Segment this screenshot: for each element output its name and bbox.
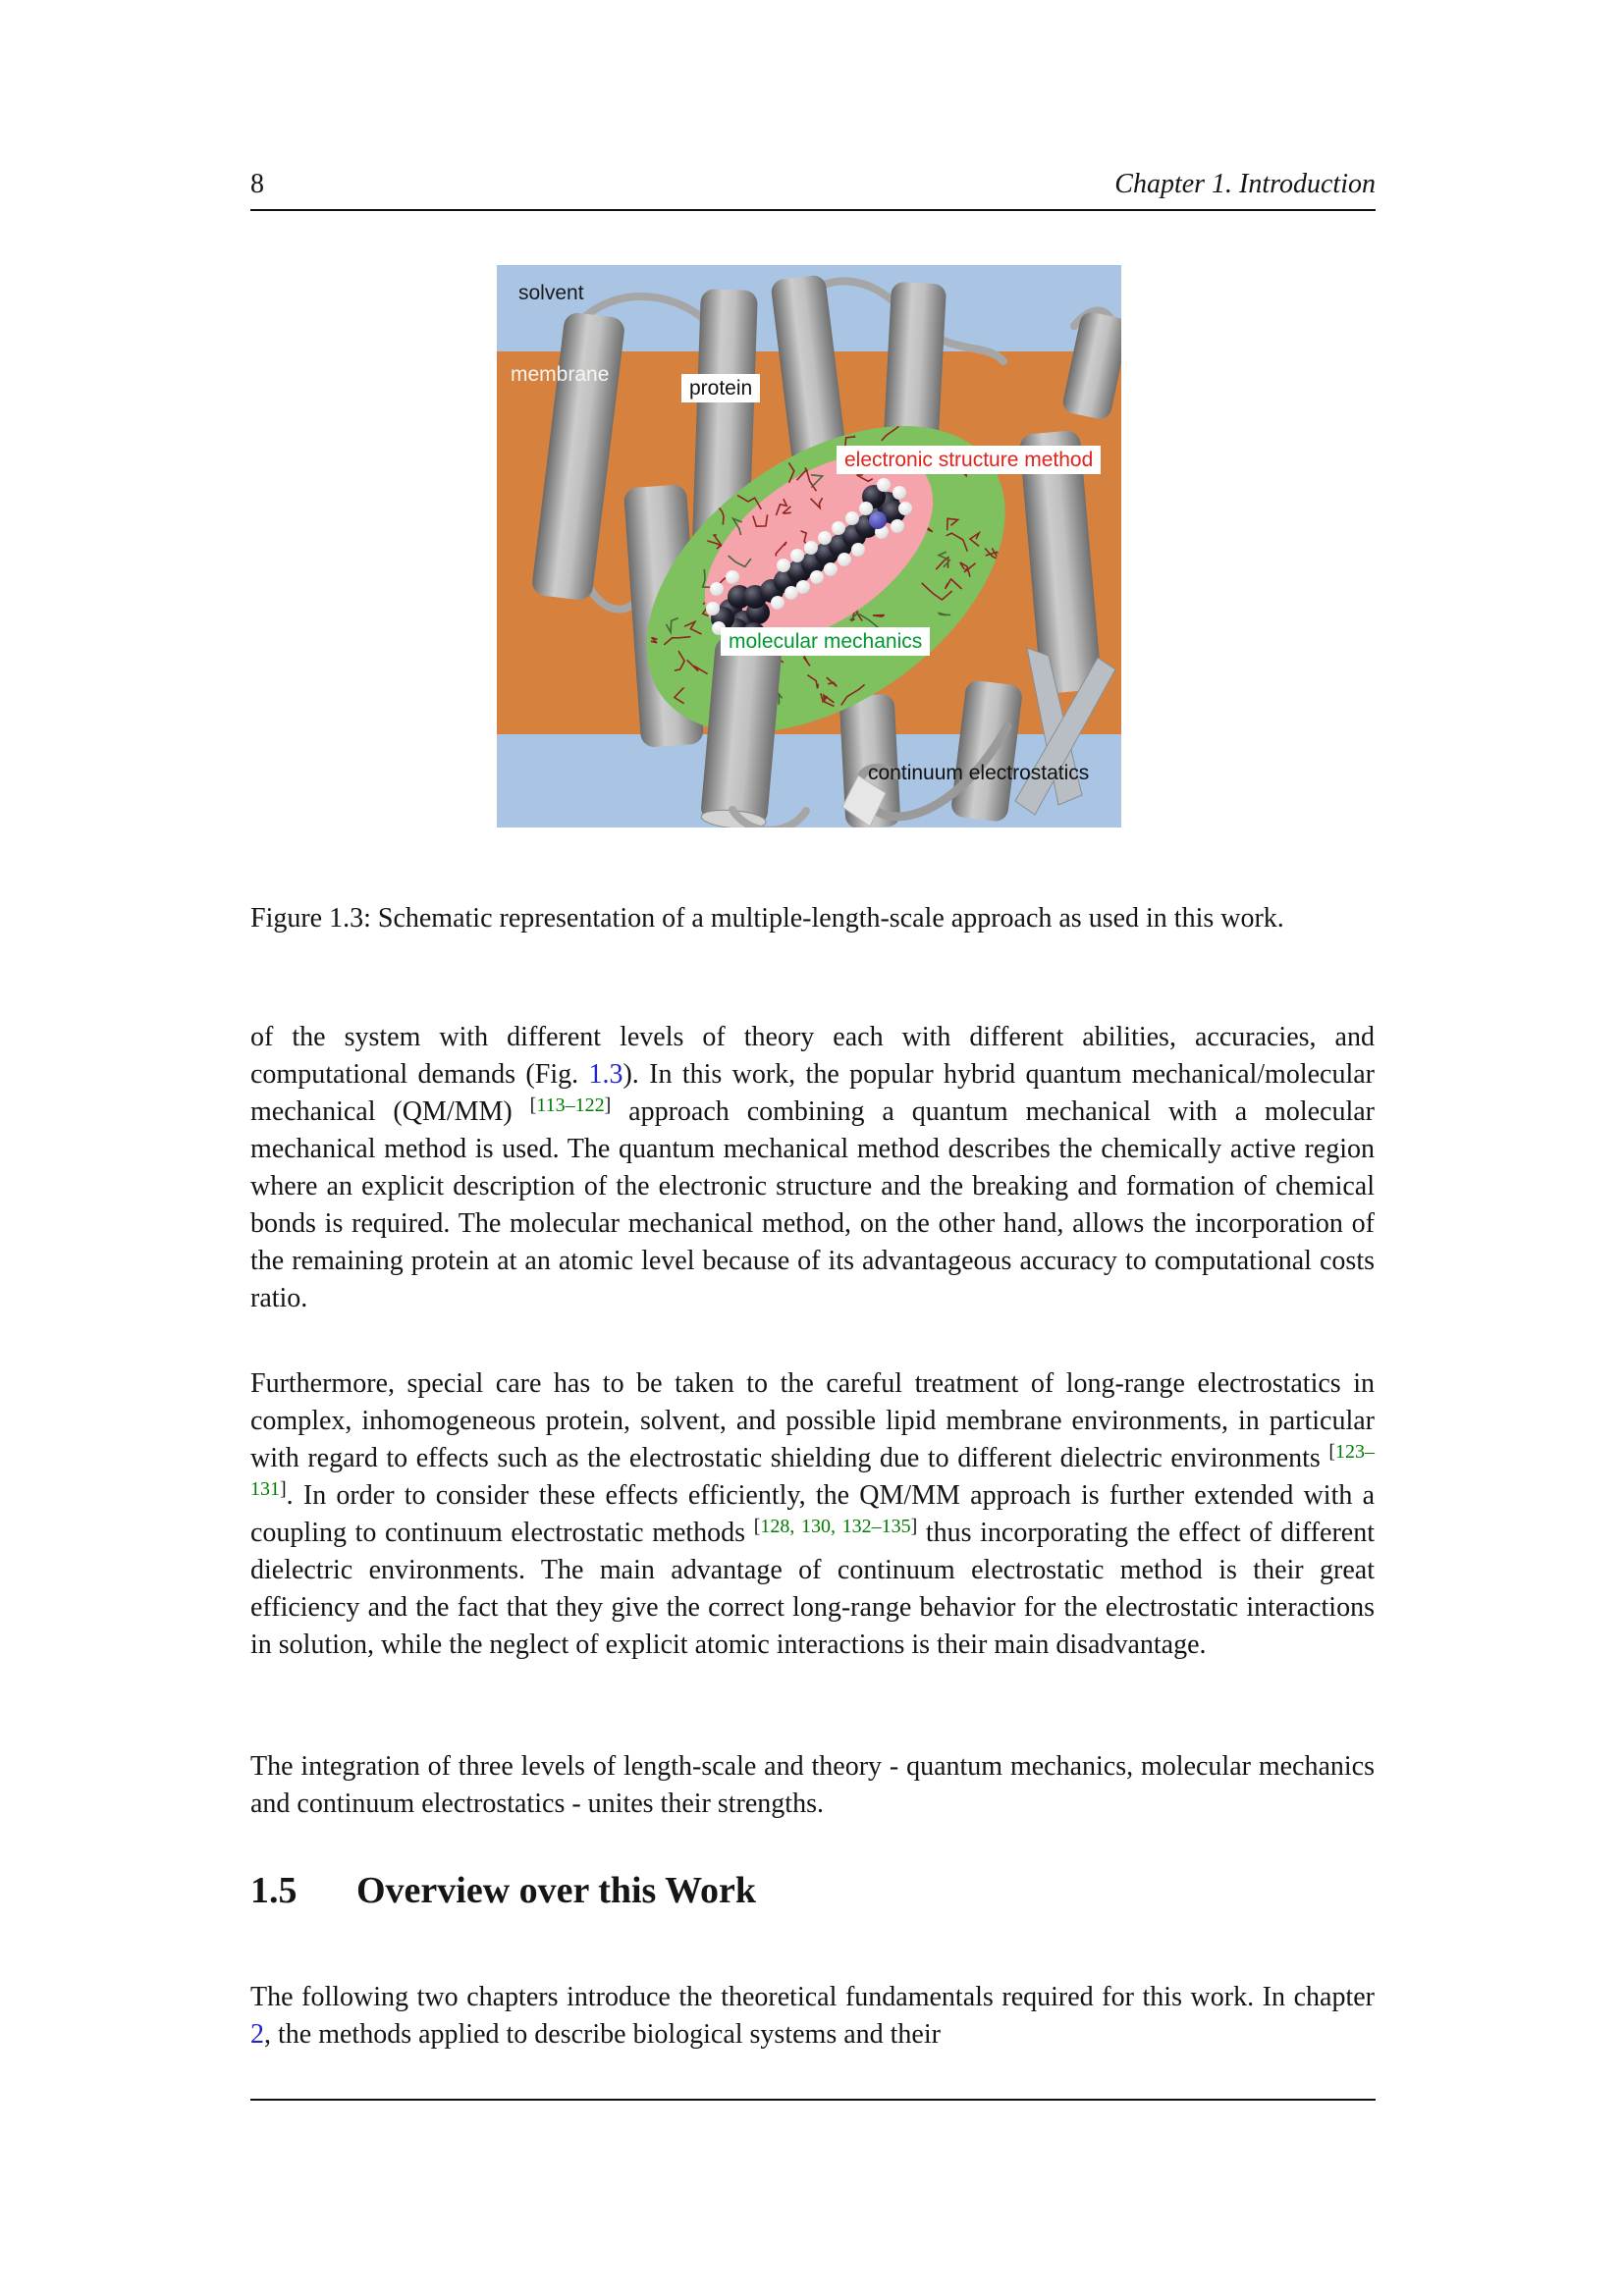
fig-label-molecular-mechanics: molecular mechanics <box>721 627 930 656</box>
footer-divider <box>250 2099 1376 2101</box>
text-run: [ <box>1328 1441 1335 1463</box>
citation-link[interactable]: 128, 130, 132–135 <box>760 1516 911 1537</box>
text-run: [ <box>529 1095 537 1116</box>
citation-link[interactable]: 113–122 <box>536 1095 605 1116</box>
fig-label-electronic-structure-method: electronic structure method <box>837 446 1101 474</box>
text-run: thus incorporating the effect of different dielectric environments. The main advantage of continuum electrostatic method is their great efficiency and the fact that they give the correct long-range behavior for the electrostatic interactions in solution, while the neglect of explicit atomic interactions is their main disadvantage. <box>250 1518 1376 1660</box>
paragraph <box>250 1365 1375 1664</box>
fig-label-solvent: solvent <box>518 282 584 304</box>
text-run: ] <box>604 1095 612 1116</box>
page-number: 8 <box>250 169 264 199</box>
text-run: ] <box>280 1478 287 1500</box>
section-heading <box>250 1869 756 1912</box>
running-header: Chapter 1. Introduction <box>1114 169 1376 199</box>
text-run: . In order to consider these effects efficiently, the QM/MM approach is further extended with a coupling to continuum electrostatic methods <box>250 1480 1375 1548</box>
section-number: 1.5 <box>250 1870 298 1911</box>
text-run: ] <box>910 1516 918 1537</box>
citation-link[interactable]: 123–131 <box>250 1441 1375 1500</box>
text-run: The following two chapters introduce the theoretical fundamentals required for this work. In chapter <box>250 1982 1375 2012</box>
paragraph <box>250 1019 1375 1317</box>
text-run: The integration of three levels of length-scale and theory - quantum mechanics, molecular mechanics and continuum electrostatics - unites their strengths. <box>250 1751 1375 1819</box>
paragraph <box>250 1979 1375 2054</box>
fig-label-continuum-electrostatics: continuum electrostatics <box>868 762 1090 784</box>
paragraph <box>250 1748 1375 1823</box>
figure-caption: Figure 1.3: Schematic representation of a multiple-length-scale approach as used in this work. <box>250 903 1284 934</box>
header-divider <box>250 209 1376 211</box>
text-run: [ <box>753 1516 761 1537</box>
inline-link[interactable]: 2 <box>250 2019 264 2050</box>
section-title: Overview over this Work <box>356 1870 757 1911</box>
schematic-figure <box>497 265 1121 828</box>
text-run: Furthermore, special care has to be taken to the careful treatment of long-range electrostatics in complex, inhomogeneous protein, solvent, and possible lipid membrane environments, in particular with regard to effects such as the electrostatic shielding due to different dielectric environments <box>250 1368 1375 1473</box>
fig-label-membrane: membrane <box>511 363 610 386</box>
text-run: approach combining a quantum mechanical with a molecular mechanical method is used. The quantum mechanical method describes the chemically active region where an explicit description of the electronic structure and the breaking and formation of chemical bonds is required. The molecular mechanical method, on the other hand, allows the incorporation of the remaining protein at an atomic level because of its advantageous accuracy to computational costs ratio. <box>250 1096 1375 1313</box>
fig-label-protein: protein <box>681 374 760 402</box>
text-run: , the methods applied to describe biological systems and their <box>264 2019 941 2050</box>
page-header <box>250 169 1376 200</box>
text-run: ). In this work, the popular hybrid quantum mechanical/molecular mechanical (QM/MM) <box>250 1059 1375 1127</box>
inline-link[interactable]: 1.3 <box>588 1059 623 1090</box>
text-run: of the system with different levels of theory each with different abilities, accuracies, and computational demands (Fig. <box>250 1022 1375 1090</box>
figure-graphic <box>497 265 1121 828</box>
nitrogen-atom <box>869 511 887 529</box>
